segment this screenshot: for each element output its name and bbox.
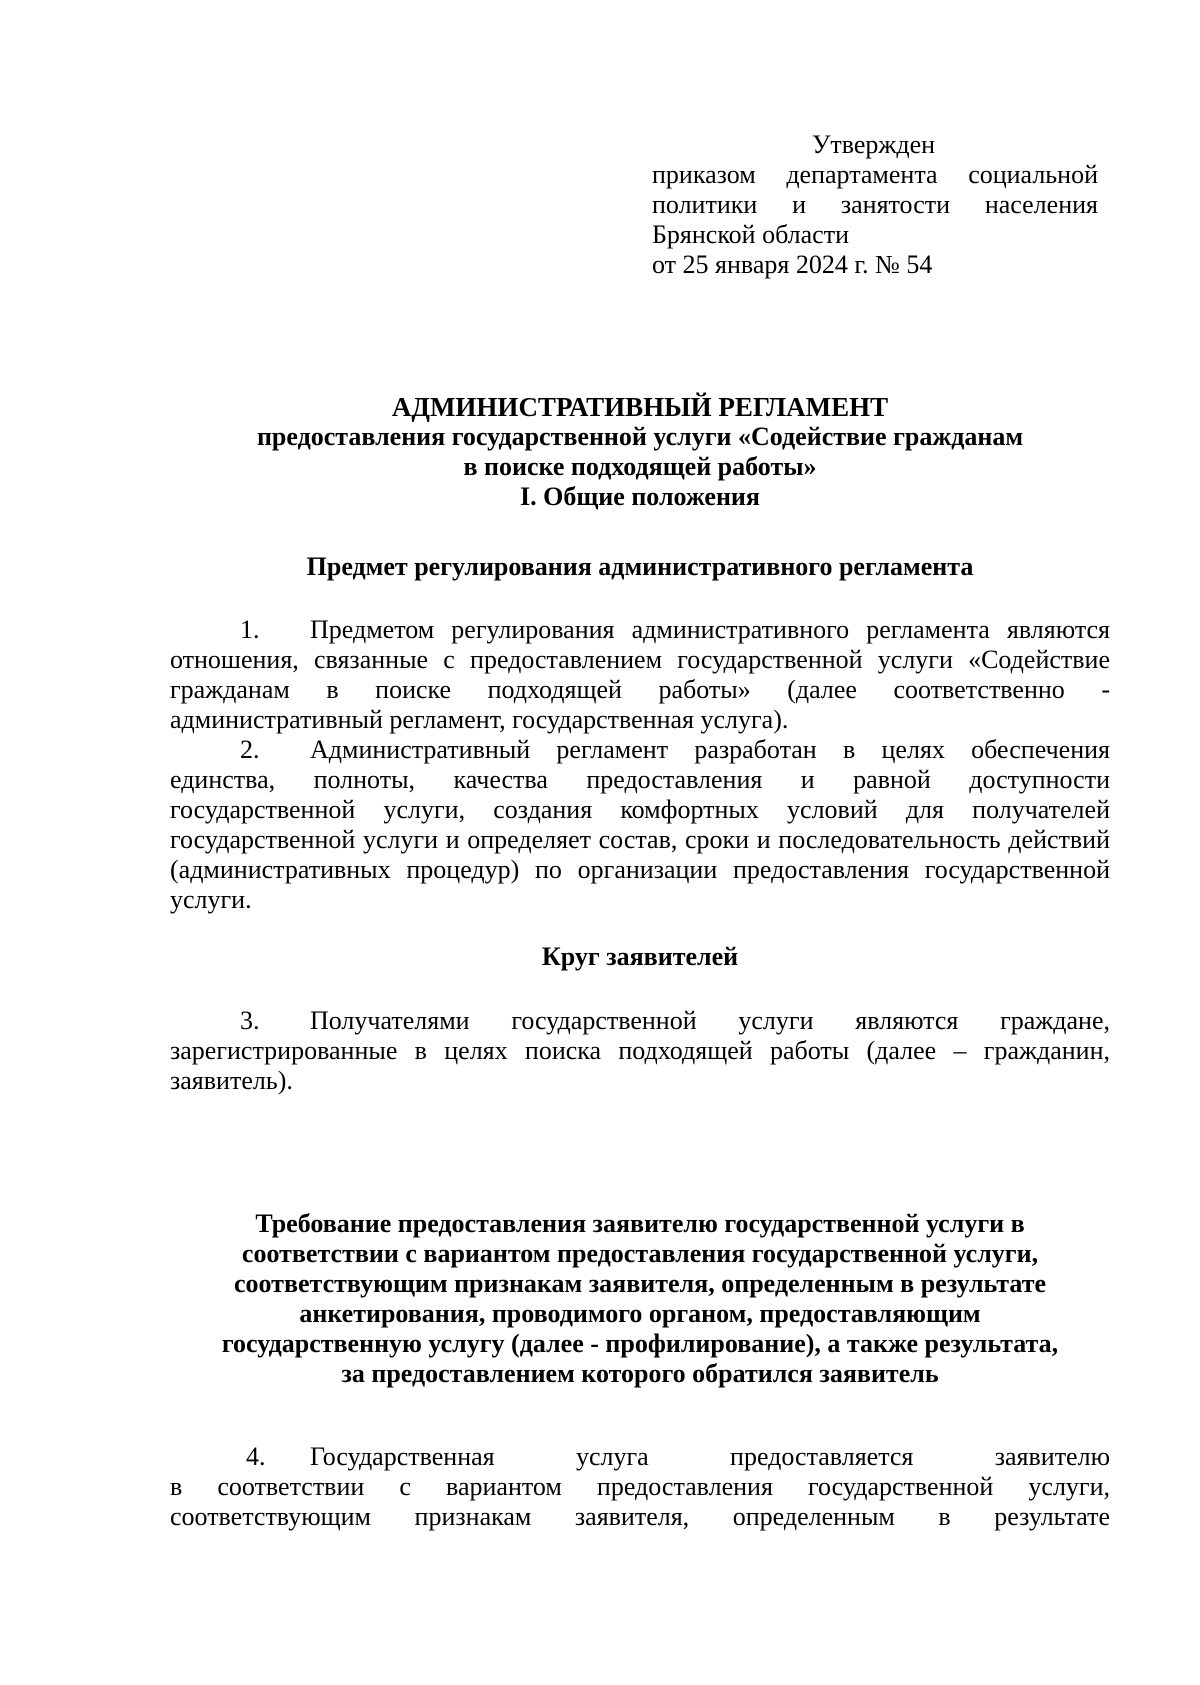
paragraph-4 xyxy=(170,1442,1110,1532)
approval-stamp xyxy=(652,130,1098,280)
title-subtitle-line1: предоставления государственной услуги «Содействие гражданам xyxy=(256,422,1024,451)
subsection-heading-requirement xyxy=(150,1209,1130,1389)
requirement-heading-line3: соответствующим признакам заявителя, определенным в результате xyxy=(233,1269,1047,1298)
requirement-heading-line6: за предоставлением которого обратился заявитель xyxy=(341,1359,939,1388)
title-main: АДМИНИСТРАТИВНЫЙ РЕГЛАМЕНТ xyxy=(391,392,889,422)
requirement-heading-line1: Требование предоставления заявителю государственной услуги в xyxy=(255,1209,1025,1238)
paragraph-3 xyxy=(170,1006,1110,1096)
approval-line-region: Брянской области xyxy=(652,220,849,249)
paragraph-4-row2: в соответствии с вариантом предоставления государственной услуги, xyxy=(170,1472,1110,1501)
section-heading-general: I. Общие положения xyxy=(520,482,760,511)
document-title xyxy=(150,392,1130,482)
paragraph-2-text: Административный регламент разработан в целях обеспечения единства, полноты, качества предоставления и равной доступности государственной услуги, создания комфортных условий для получателей государственной услуги и определяет состав, сроки и последовательность действий (административных процедур) по организации предоставления государственной услуги. xyxy=(170,735,1110,914)
paragraph-4-number: 4. xyxy=(246,1442,266,1471)
paragraph-2 xyxy=(170,735,1110,915)
approval-line-date: от 25 января 2024 г. № 54 xyxy=(652,250,933,279)
paragraph-1 xyxy=(170,615,1110,735)
paragraph-4-row1: Государственная услуга предоставляется заявителю xyxy=(310,1442,1110,1471)
paragraph-1-text: Предметом регулирования административного регламента являются отношения, связанные с предоставлением государственной услуги «Содействие гражданам в поиске подходящей работы» (далее соответственно - административный регламент, государственная услуга). xyxy=(170,615,1110,734)
paragraph-3-number: 3. xyxy=(240,1006,260,1035)
subsection-heading-subject: Предмет регулирования административного регламента xyxy=(306,552,974,581)
approval-line-department: политики и занятости населения xyxy=(652,190,1098,219)
approval-line-order: приказом департамента социальной xyxy=(652,160,1098,189)
subsection-heading-applicants: Круг заявителей xyxy=(541,942,739,971)
title-subtitle-line2: в поиске подходящей работы» xyxy=(463,452,817,481)
paragraph-2-number: 2. xyxy=(240,735,260,764)
paragraph-1-number: 1. xyxy=(240,615,260,644)
approval-line-approved: Утвержден xyxy=(812,130,936,159)
requirement-heading-line4: анкетирования, проводимого органом, предоставляющим xyxy=(299,1299,981,1328)
requirement-heading-line5: государственную услугу (далее - профилирование), а также результата, xyxy=(221,1329,1059,1358)
paragraph-4-row3: соответствующим признакам заявителя, определенным в результате xyxy=(170,1502,1110,1531)
paragraph-3-text: Получателями государственной услуги являются граждане, зарегистрированные в целях поиска подходящей работы (далее – гражданин, заявитель). xyxy=(170,1006,1110,1095)
requirement-heading-line2: соответствии с вариантом предоставления государственной услуги, xyxy=(241,1239,1039,1268)
